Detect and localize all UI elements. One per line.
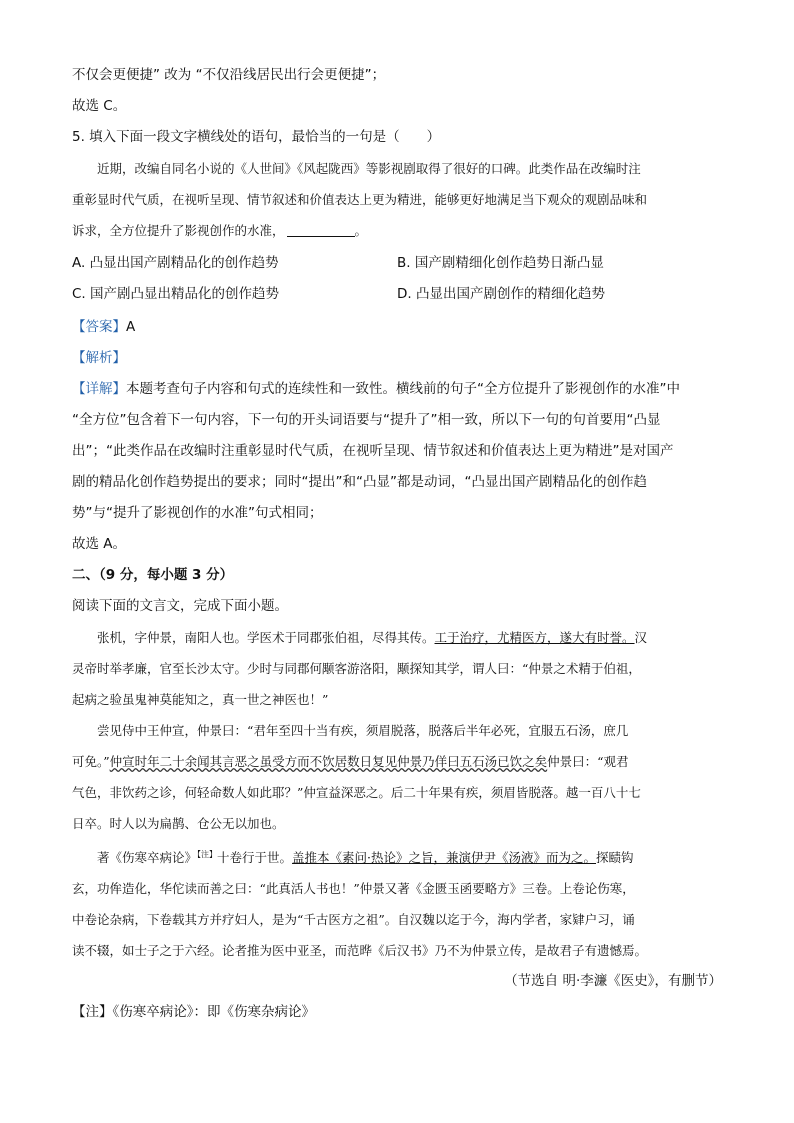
detail-tag: 【详解】 [72, 381, 126, 397]
passage-line: 著《伤寒卒病论》$^{【注】}$十卷行于世。盖推本《素问·热论》之旨，兼演伊尹《汤液》而为之。探赜钩 [97, 850, 634, 865]
passage-line: 尝见侍中王仲宣，仲景曰：“君年至四十当有疾，须眉脱落，脱落后半年必死，宜服五石汤，庶几 [97, 723, 629, 738]
underlined-sentence: 工于治疗，尤精医方，遂大有时誉。 [434, 630, 635, 645]
section-intro: 阅读下面的文言文，完成下面小题。 [72, 598, 288, 614]
passage-line: 近期，改编自同名小说的《人世间》《风起陇西》等影视剧取得了很好的口碑。此类作品在改编时注 [97, 161, 641, 176]
detail-line: 势”与“提升了影视创作的水准”句式相同； [72, 505, 323, 521]
passage-line: 可免。”仲宣时年二十余闻其言恶之虽受方而不饮居数日复见仲景乃佯曰五石汤已饮之矣仲景曰：“观君 [72, 754, 629, 769]
passage-line: 诉求，全方位提升了影视创作的水准， 。 [72, 223, 368, 238]
prev-answer-line: 不仅会更便捷” 改为 “不仅沿线居民出行会更便捷”； [72, 67, 386, 83]
option-c: C. 国产剧凸显出精品化的创作趋势 [72, 286, 280, 302]
analysis-tag: 【解析】 [72, 350, 126, 366]
passage-line: 读不辍，如士子之于六经。论者推为医中亚圣，而范晔《后汉书》乃不为仲景立传，是故君子有遗憾焉。 [72, 943, 648, 958]
prev-choice: 故选 C。 [72, 98, 127, 114]
answer-line [72, 312, 722, 343]
passage-line: 灵帝时举孝廉，官至长沙太守。少时与同郡何颙客游洛阳，颙探知其学，谓人曰：“仲景之术精于伯祖， [72, 661, 641, 676]
passage-line: 玄，功侔造化，华佗读而善之曰：“此真活人书也！”仲景又著《金匮玉函要略方》三卷。上卷论伤寒， [72, 881, 635, 896]
detail-line: 剧的精品化创作趋势提出的要求；同时“提出”和“凸显”都是动词，“凸显出国产剧精品化的创作趋 [72, 474, 647, 490]
underlined-sentence: 盖推本《素问·热论》之旨，兼演伊尹《汤液》而为之。 [292, 850, 597, 865]
option-b: B. 国产剧精细化创作趋势日渐凸显 [397, 255, 604, 271]
answer-blank [287, 222, 355, 237]
q5-options [72, 248, 722, 310]
detail-line: 【详解】本题考查句子内容和句式的连续性和一致性。横线前的句子“全方位提升了影视创作的水准”中 [72, 381, 680, 397]
option-a: A. 凸显出国产剧精品化的创作趋势 [72, 255, 279, 271]
passage-line: 气色，非饮药之诊，何轻命数人如此耶？”仲宣益深恶之。后二十年果有疾，须眉皆脱落。越一百八十七 [72, 785, 641, 800]
passage-line: 起病之验虽鬼神莫能知之，真一世之神医也！” [72, 692, 329, 707]
q5-choice: 故选 A。 [72, 536, 127, 552]
answer-tag: 【答案】 [72, 319, 126, 335]
footnote: 【注】《伤寒卒病论》：即《伤寒杂病论》 [72, 1004, 315, 1020]
note-marker: 【注】 [197, 850, 218, 859]
passage-line: 重彰显时代气质，在视听呈现、情节叙述和价值表达上更为精进，能够更好地满足当下观众的观剧品味和 [72, 192, 648, 207]
detail-line: 出”；“此类作品在改编时注重彰显时代气质，在视听呈现、情节叙述和价值表达上更为精进”是对国产 [72, 443, 674, 459]
q5-stem: 5. 填入下面一段文字横线处的语句，最恰当的一句是（ ） [72, 129, 441, 145]
passage-line: 日卒。时人以为扁鹊、仓公无以加也。 [72, 816, 285, 831]
source-citation: （节选自 明·李濂《医史》，有删节） [504, 973, 722, 989]
option-d: D. 凸显出国产剧创作的精细化趋势 [397, 286, 605, 302]
section-heading: 二、（9 分，每小题 3 分） [72, 567, 234, 583]
passage-line: 张机，字仲景，南阳人也。学医术于同郡张伯祖，尽得其传。工于治疗，尤精医方，遂大有时誉。汉 [97, 630, 648, 645]
wavy-underlined-sentence: 仲宣时年二十余闻其言恶之虽受方而不饮居数日复见仲景乃佯曰五石汤已饮之矣 [109, 754, 548, 769]
passage-line: 中卷论杂病，下卷载其方并疗妇人，是为“千古医方之祖”。自汉魏以迄于今，海内学者，家肄户习，诵 [72, 912, 635, 927]
answer-value: A [126, 319, 136, 335]
detail-line: “全方位”包含着下一句内容，下一句的开头词语要与“提升了”相一致，所以下一句的句首要用“凸显 [72, 412, 661, 428]
document-page [72, 60, 722, 1028]
q5-passage [72, 153, 722, 246]
classical-passage [72, 622, 722, 966]
